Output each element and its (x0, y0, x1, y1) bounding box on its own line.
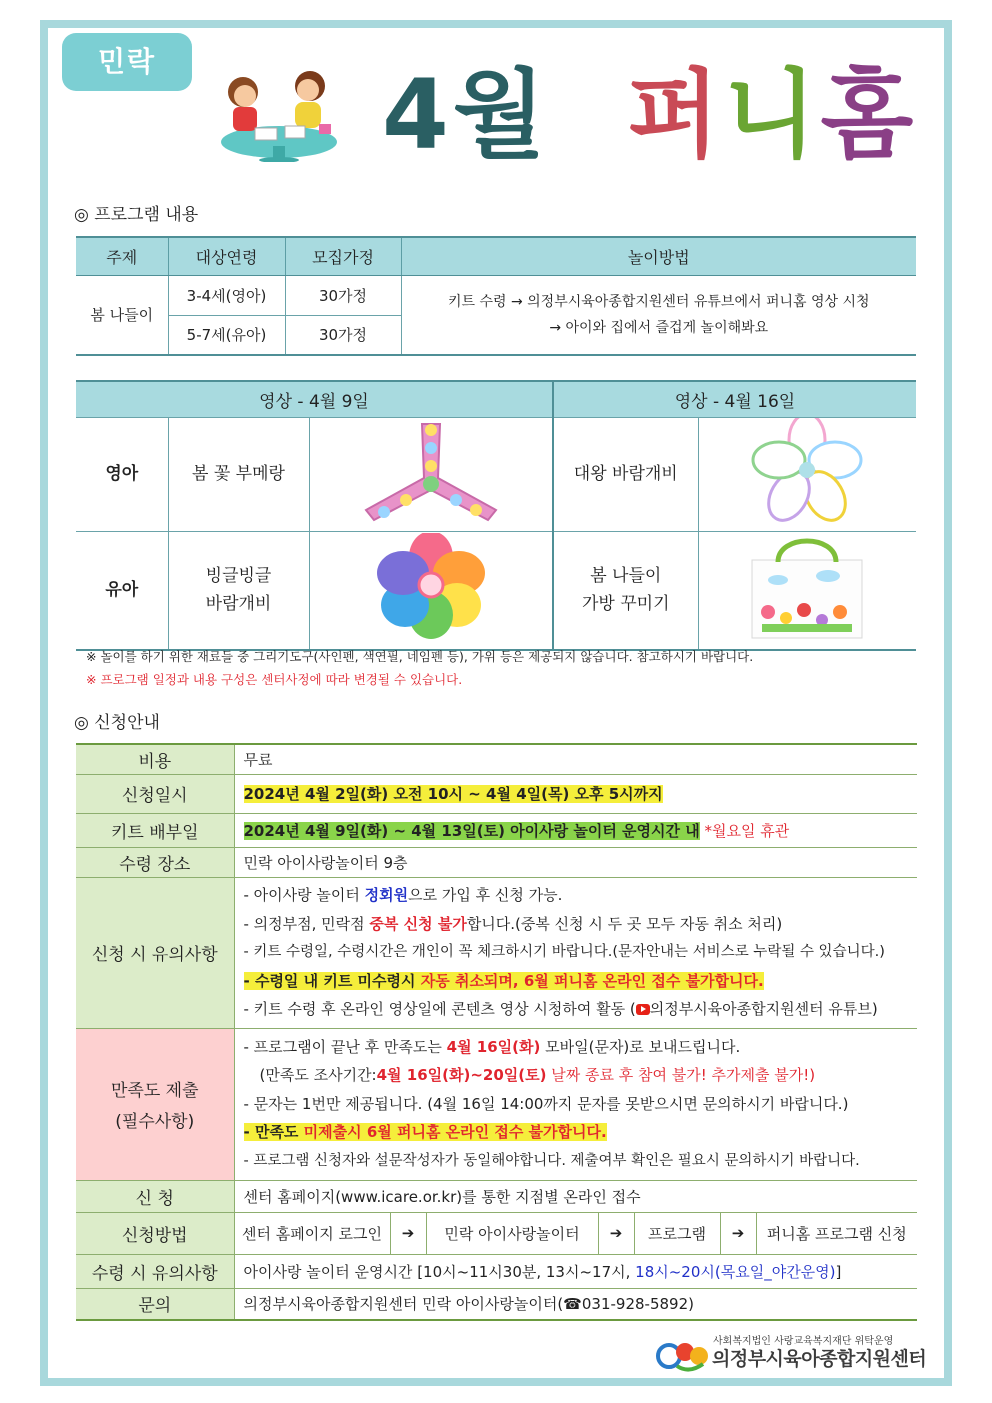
survey-text: - 프로그램이 끝난 후 만족도는 (243, 1037, 447, 1056)
section-heading-apply: ◎ 신청안내 (74, 713, 160, 733)
col-header-method: 놀이방법 (401, 237, 916, 275)
survey-emphasis: 날짜 종료 후 참여 불가! 추가제출 불가!) (546, 1066, 816, 1085)
video-header-left: 영상 - 4월 9일 (76, 381, 553, 417)
receive-label: 수령 시 유의사항 (76, 1254, 234, 1288)
big-pinwheel-image (747, 418, 867, 522)
apply-info-table (76, 743, 917, 1321)
survey-emphasis: 4월 16일(화) (446, 1037, 541, 1056)
survey-emphasis: 미제출시 6월 퍼니홈 온라인 접수 불가합니다. (303, 1123, 607, 1142)
decorated-bag-image (748, 532, 866, 640)
youtube-icon (636, 1004, 650, 1015)
kids-playing-illustration (215, 62, 343, 162)
contact-label: 문의 (76, 1288, 234, 1320)
method-cell (401, 275, 916, 355)
arrow-right-icon: ➔ (721, 1213, 757, 1254)
activity-title-line-2: 가방 꾸미기 (581, 594, 670, 614)
caution-text: - 키트 수령 후 온라인 영상일에 콘텐츠 영상 시청하여 활동 ( (243, 1000, 636, 1019)
caution-text: 의정부시육아종합지원센터 유튜브) (649, 1000, 878, 1019)
footer-center-name: 의정부시육아종합지원센터 (712, 1348, 927, 1370)
caution-text: 으로 가입 후 신청 가능. (408, 886, 563, 905)
topic-cell: 봄 나들이 (76, 275, 168, 355)
caution-text: - 의정부점, 민락점 (243, 914, 370, 933)
survey-label-line-1: 만족도 제출 (110, 1081, 199, 1101)
title-char-3: 홈 (820, 59, 918, 171)
center-logo-icon (655, 1334, 711, 1374)
age-cell: 3-4세(영아) (168, 275, 285, 315)
caution-line (244, 881, 918, 910)
receive-text: ] (835, 1262, 842, 1281)
fee-label: 비용 (76, 744, 234, 774)
rainbow-pinwheel-image (371, 533, 491, 639)
activity-title-cell (168, 531, 309, 650)
step-funnyhome: 퍼니홈 프로그램 신청 (766, 1224, 907, 1243)
section-heading-program: ◎ 프로그램 내용 (74, 205, 199, 225)
survey-line: - 문자는 1번만 제공됩니다. (4월 16일 14:00까지 문자를 못받으시면 문의하시기 바랍니다.) (243, 1094, 849, 1113)
method-line-2: → 아이와 집에서 즐겁게 놀이해봐요 (549, 319, 769, 336)
caution-text: - 수령일 내 키트 미수령시 (243, 971, 421, 990)
decorated-bag-image-cell (698, 531, 916, 650)
survey-emphasis: 4월 16일(화)~20일(토) (376, 1066, 547, 1085)
activity-title-line-1: 봄 나들이 (590, 566, 662, 586)
survey-line (244, 1061, 918, 1090)
period-value: 2024년 4월 2일(화) 오전 10시 ~ 4월 4일(목) 오후 5시까지 (243, 785, 663, 803)
rainbow-pinwheel-image-cell (309, 531, 553, 650)
col-header-households: 모집가정 (285, 237, 401, 275)
survey-text: - 만족도 (243, 1123, 304, 1142)
caution-emphasis: 자동 취소되며, 6월 퍼니홈 온라인 접수 불가합니다. (420, 971, 764, 990)
caution-line (244, 967, 918, 996)
title-month: 4월 (382, 59, 550, 171)
receive-emphasis: 18시~20시(목요일_야간운영) (635, 1262, 836, 1281)
age-cell: 5-7세(유아) (168, 315, 285, 355)
program-table (76, 236, 916, 356)
kit-label: 키트 배부일 (76, 813, 234, 847)
caution-text: 합니다.(중복 신청 시 두 곳 모두 자동 취소 처리) (466, 914, 783, 933)
title-char-1: 퍼 (626, 59, 724, 171)
group-cell: 영아 (76, 417, 168, 531)
fee-value: 무료 (234, 744, 917, 774)
activity-title-cell (553, 531, 698, 650)
big-pinwheel-image-cell (698, 417, 916, 531)
activity-title-line-2: 바람개비 (205, 594, 272, 614)
col-header-topic: 주제 (76, 237, 168, 275)
period-cell (234, 774, 917, 813)
survey-label (76, 1028, 234, 1180)
households-cell: 30가정 (285, 315, 401, 355)
apply-label: 신 청 (76, 1180, 234, 1212)
survey-text: (만족도 조사기간: (259, 1066, 377, 1085)
group-cell: 유아 (76, 531, 168, 650)
step-playground: 민락 아이사랑놀이터 (427, 1213, 599, 1254)
survey-text: 모바일(문자)로 보내드립니다. (540, 1037, 741, 1056)
receive-cell (234, 1254, 917, 1288)
survey-label-line-2: (필수사항) (115, 1112, 195, 1132)
caution-label: 신청 시 유의사항 (76, 877, 234, 1028)
kit-note: *월요일 휴관 (704, 821, 790, 840)
caution-emphasis: 정회원 (364, 886, 409, 905)
page-title (382, 60, 917, 170)
title-char-2: 니 (723, 59, 821, 171)
note-materials: ※ 놀이를 하기 위한 재료들 중 그리기도구(사인펜, 색연필, 네임펜 등), 가위 등은 제공되지 않습니다. 참고하시기 바랍니다. (86, 649, 754, 664)
method-label: 신청방법 (76, 1212, 234, 1254)
col-header-age: 대상연령 (168, 237, 285, 275)
caution-line (244, 995, 918, 1024)
activity-title-line-1: 빙글빙글 (205, 566, 272, 586)
period-label: 신청일시 (76, 774, 234, 813)
method-steps (234, 1212, 917, 1254)
survey-line (244, 1033, 918, 1062)
survey-line: - 프로그램 신청자와 설문작성자가 동일해야합니다. 제출여부 확인은 필요시 문의하시기 바랍니다. (243, 1152, 860, 1169)
boomerang-image (356, 418, 506, 522)
place-label: 수령 장소 (76, 847, 234, 877)
contact-value: 의정부시육아종합지원센터 민락 아이사랑놀이터(☎031-928-5892) (234, 1288, 917, 1320)
caution-emphasis: 중복 신청 불가 (369, 914, 467, 933)
step-login: 센터 홈페이지 로그인 (235, 1213, 391, 1254)
caution-cell (234, 877, 917, 1028)
apply-value: 센터 홈페이지(www.icare.or.kr)를 통한 지점별 온라인 접수 (234, 1180, 917, 1212)
arrow-right-icon: ➔ (391, 1213, 427, 1254)
caution-line (244, 910, 918, 939)
boomerang-image-cell (309, 417, 553, 531)
receive-text: 아이사랑 놀이터 운영시간 [10시~11시30분, 13시~17시, (243, 1262, 636, 1281)
activity-title: 봄 꽃 부메랑 (168, 417, 309, 531)
kit-value: 2024년 4월 9일(화) ~ 4월 13일(토) 아이사랑 놀이터 운영시간 내 (243, 821, 700, 840)
footer-operator: 사회복지법인 사랑교육복지재단 위탁운영 (713, 1336, 894, 1347)
place-value: 민락 아이사랑놀이터 9층 (234, 847, 917, 877)
caution-text: - 아이사랑 놀이터 (243, 886, 365, 905)
caution-line: - 키트 수령일, 수령시간은 개인이 꼭 체크하시기 바랍니다.(문자안내는 서비스로 누락될 수 있습니다.) (243, 944, 885, 961)
survey-cell (234, 1028, 917, 1180)
activity-title: 대왕 바람개비 (553, 417, 698, 531)
survey-line (244, 1118, 918, 1147)
arrow-right-icon: ➔ (599, 1213, 635, 1254)
kit-cell (234, 813, 917, 847)
step-program: 프로그램 (635, 1213, 721, 1254)
video-header-right: 영상 - 4월 16일 (553, 381, 916, 417)
households-cell: 30가정 (285, 275, 401, 315)
branch-badge: 민락 (62, 33, 192, 91)
note-schedule-change: ※ 프로그램 일정과 내용 구성은 센터사정에 따라 변경될 수 있습니다. (86, 672, 463, 687)
method-line-1: 키트 수령 → 의정부시육아종합지원센터 유튜브에서 퍼니홈 영상 시청 (447, 293, 870, 310)
video-table (76, 380, 916, 651)
